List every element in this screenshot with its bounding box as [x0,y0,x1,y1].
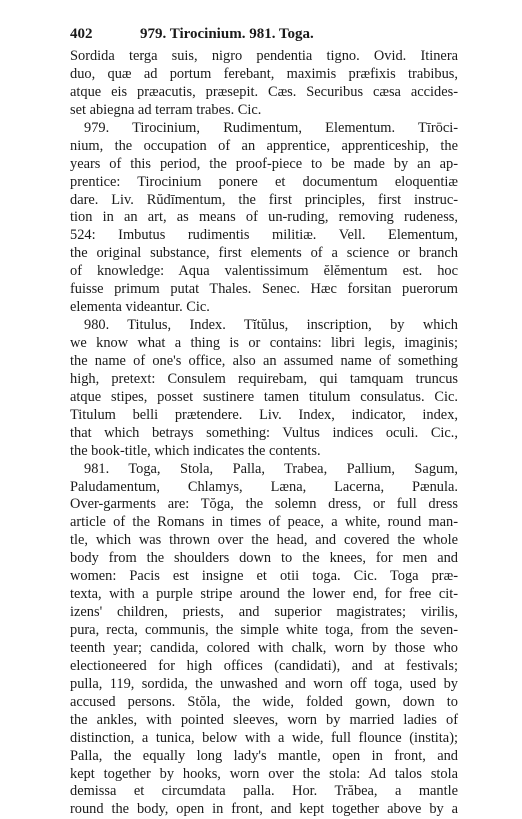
text-line: set abiegna ad terram trabes. Cic. [70,101,262,118]
page-number: 402 [70,26,93,42]
text-line: demissa et circumdata palla. Hor. Trăbea, a mantle [70,783,458,800]
text-line: pulla, 119, sordida, the unwashed and worn off toga, used by [70,675,458,692]
text-line: elementa videantur. Cic. [70,299,210,316]
text-line: pura, recta, communis, the simple white toga, from the seven- [70,622,458,638]
text-line: teenth year; candida, colored with chalk, worn by those who [70,639,458,656]
text-line: that which betrays something: Vultus indices oculi. Cic., [70,424,458,441]
text-line: high, pretext: Consulem requirebam, qui tamquam truncus [70,370,458,387]
text-line: 981. Toga, Stola, Palla, Trabea, Pallium, Sagum, [84,460,458,477]
text-line: round the body, open in front, and kept together above by a [70,801,458,818]
text-line: article of the Romans in times of peace, a white, round man- [70,514,458,531]
text-line: kept together by hooks, worn over the stola: Ad talos stola [70,765,458,782]
text-line: the name of one's office, also an assumed name of something [70,352,458,369]
text-line: nium, the occupation of an apprentice, apprenticeship, the [70,137,458,154]
text-line: texta, with a purple stripe around the lower end, for free cit- [70,586,458,603]
text-line: tion in an art, as means of un-ruding, removing rudeness, [70,209,458,226]
text-line: Sordida terga suis, nigro pendentia tigno. Ovid. Itinera [70,48,458,64]
text-line: women: Pacis est insigne et otii toga. Cic. Toga præ- [70,568,458,585]
text-line: the original substance, first elements of a science or branch [70,245,458,262]
text-line: tle, which was thrown over the head, and covered the whole [70,532,458,549]
text-line: 979. Tirocinium, Rudimentum, Elementum. Tīrōci- [84,119,458,136]
text-line: years of this period, the proof-piece to be made by an ap- [70,155,458,172]
text-line: Paludamentum, Chlamys, Læna, Lacerna, Pænula. [70,478,458,495]
text-line: Palla, the equally long lady's mantle, open in front, and [70,747,458,764]
text-line: 980. Titulus, Index. Tĭtŭlus, inscription, by which [84,317,458,334]
text-line: atque eis præacutis, præsepit. Cæs. Securibus cæsa accides- [70,83,458,100]
text-line: izens' children, priests, and superior magistrates; virilis, [70,604,458,621]
text-line: dare. Liv. Rŭdīmentum, the first principles, first instruc- [70,191,458,208]
text-line: atque stipes, posset sustinere tamen titulum consulatus. Cic. [70,388,458,405]
text-line: Over-garments are: Tŏga, the solemn dress, or full dress [70,496,458,513]
text-line: Titulum belli prætendere. Liv. Index, indicator, index, [70,406,458,423]
text-line: distinction, a tunica, below with a wide, full flounce (instita); [70,729,458,746]
text-line: 524: Imbutus rudimentis militiæ. Vell. Elementum, [70,227,458,244]
text-line: the ankles, with pointed sleeves, worn by married ladies of [70,711,458,728]
book-page [70,26,458,819]
text-line: accused persons. Stŏla, the wide, folded gown, down to [70,693,458,710]
text-line: electioneered for high offices (candidati), and at festivals; [70,657,458,674]
text-line: prentice: Tirocinium ponere et documentum eloquentiæ [70,173,458,190]
text-line: the book-title, which indicates the contents. [70,442,321,459]
text-line: fuisse primum putat Thales. Senec. Hæc forsitan puerorum [70,281,458,298]
text-line: duo, quæ ad portum ferebant, maximis præfixis trabibus, [70,65,458,82]
body-text [70,48,458,819]
text-line: of knowledge: Aqua valentissimum ĕlĕmentum est. hoc [70,263,458,280]
running-title: 979. Tirocinium. 981. Toga. [140,26,314,42]
text-line: body from the shoulders down to the knees, for men and [70,550,458,567]
page-header [70,26,458,48]
text-line: we know what a thing is or contains: libri legis, imaginis; [70,335,458,351]
